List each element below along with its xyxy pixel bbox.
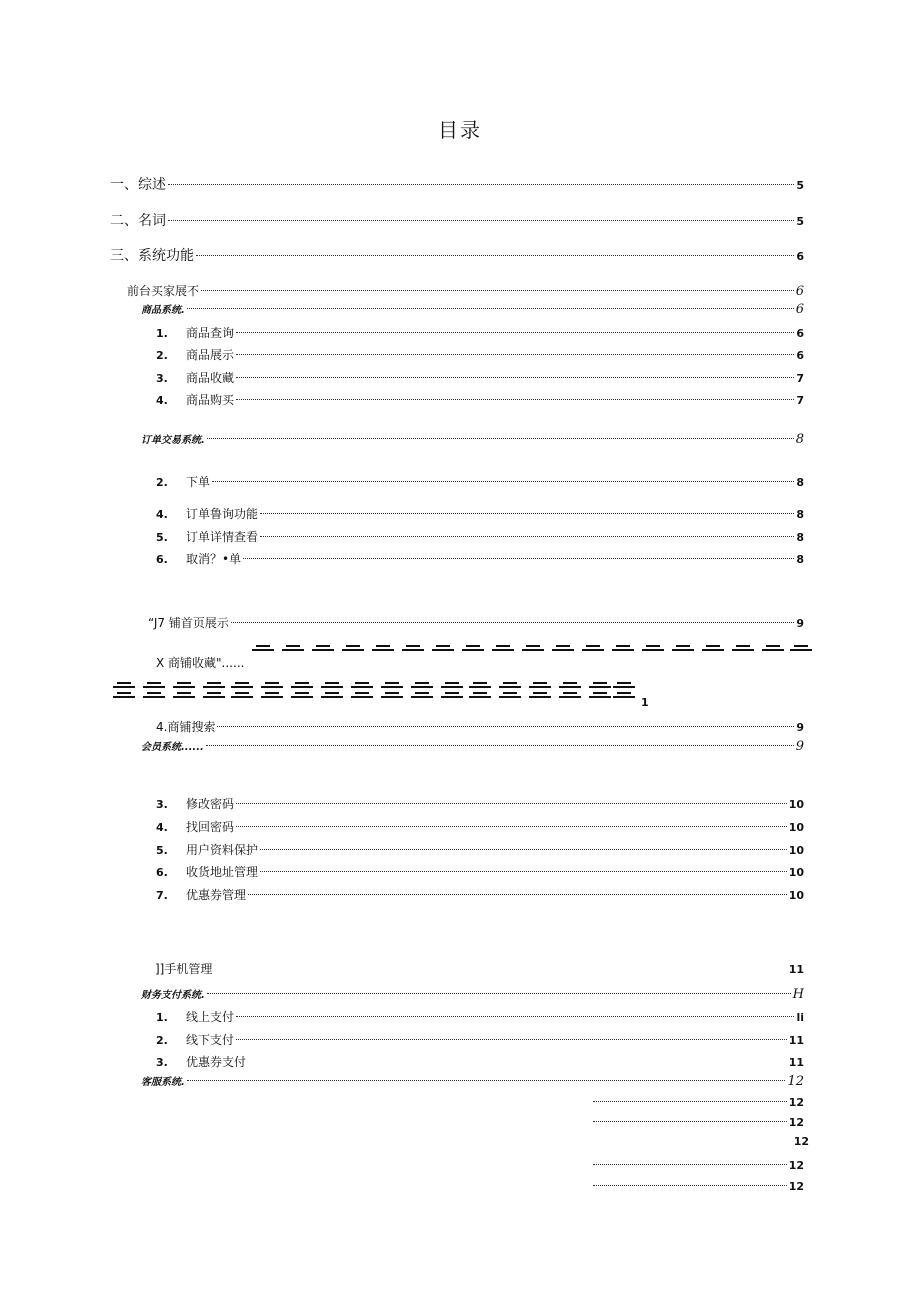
toc-entry-finance-system[interactable] [141, 985, 804, 1005]
dot-leader [206, 745, 794, 746]
dash-group [113, 692, 633, 706]
toc-num: 2. [156, 349, 168, 362]
dot-leader [593, 1121, 787, 1122]
toc-label: 一、综述 [110, 177, 166, 193]
toc-label: 订单交易系统. [141, 435, 205, 446]
toc-label: 会员系统...... [141, 742, 204, 753]
dot-leader [201, 290, 794, 291]
toc-num: 6. [156, 866, 168, 879]
toc-entry-trailing-2[interactable] [591, 1113, 804, 1133]
dash-mark [291, 696, 313, 698]
toc-entry-goods-1[interactable] [156, 323, 804, 343]
toc-label: 用户资料保护 [186, 843, 259, 857]
toc-label: 订单鲁询功能 [186, 507, 259, 521]
toc-label: 商品展示 [186, 348, 235, 362]
dash-mark [499, 686, 521, 688]
toc-label: 商品系统. [141, 305, 185, 316]
toc-entry-goods-3[interactable] [156, 368, 804, 388]
dot-leader [236, 377, 794, 378]
toc-page: 8 [796, 476, 804, 489]
dot-leader [260, 849, 787, 850]
toc-page: 12 [788, 1180, 804, 1193]
toc-label: 商品收藏 [186, 371, 235, 385]
dash-mark [381, 686, 403, 688]
dot-leader [187, 308, 794, 309]
toc-page: H [792, 987, 804, 1002]
toc-entry-member-4[interactable] [156, 817, 804, 837]
toc-label: 前台买家展不 [127, 284, 200, 298]
toc-entry-finance-2[interactable] [156, 1030, 804, 1050]
toc-page: 5 [796, 179, 804, 192]
dot-leader [212, 481, 794, 482]
dash-mark [372, 649, 394, 651]
toc-label: “J7 铺首页展示 [148, 616, 229, 630]
toc-num: 4. [156, 508, 168, 521]
toc-page: 1 [641, 696, 649, 709]
toc-num: 2. [156, 476, 168, 489]
toc-page: 8 [796, 531, 804, 544]
toc-entry-member-5[interactable] [156, 840, 804, 860]
toc-num: 4. [156, 394, 168, 407]
dash-mark [381, 696, 403, 698]
toc-entry-order-5[interactable] [156, 527, 804, 547]
toc-page: 9 [796, 617, 804, 630]
dash-mark [441, 696, 463, 698]
dash-mark [702, 649, 724, 651]
toc-page: 12 [788, 1159, 804, 1172]
dash-mark [321, 686, 343, 688]
dot-leader [236, 399, 794, 400]
toc-entry-phone[interactable] [155, 959, 804, 979]
toc-label: 商品查询 [186, 326, 235, 340]
toc-entry-shop-favorite[interactable] [156, 653, 256, 673]
toc-entry-order-4[interactable] [156, 504, 804, 524]
toc-label: 修改密码 [186, 797, 235, 811]
toc-page: 8 [796, 508, 804, 521]
dash-mark [291, 686, 313, 688]
toc-title: 目录 [438, 118, 482, 142]
toc-num: 3. [156, 372, 168, 385]
toc-page: 10 [788, 821, 804, 834]
toc-page: 10 [788, 844, 804, 857]
dash-mark [559, 686, 581, 688]
toc-num: 7. [156, 889, 168, 902]
toc-label: 线下支付 [186, 1033, 235, 1047]
dot-leader [248, 894, 787, 895]
toc-page: 11 [788, 963, 804, 976]
dash-mark [529, 686, 551, 688]
dash-mark [402, 649, 424, 651]
dot-leader [207, 438, 794, 439]
garbled-leader-row-1 [252, 645, 812, 659]
dot-leader [593, 1185, 787, 1186]
toc-page: 6 [795, 302, 804, 317]
toc-page: 11 [788, 1034, 804, 1047]
toc-entry-goods-2[interactable] [156, 345, 804, 365]
toc-label: X 商铺收藏"...... [156, 656, 245, 670]
toc-entry-goods-system[interactable] [141, 300, 804, 320]
toc-label: 收货地址管理 [186, 865, 259, 879]
toc-label: 取消？•单 [186, 552, 242, 566]
toc-page: 8 [796, 553, 804, 566]
toc-num: 6. [156, 553, 168, 566]
dash-mark [432, 649, 454, 651]
dot-leader [593, 1101, 787, 1102]
toc-label: 下单 [186, 475, 211, 489]
garbled-leader-row-3 [113, 692, 658, 712]
toc-num: 1. [156, 1011, 168, 1024]
dash-mark [351, 696, 373, 698]
toc-entry-trailing-4[interactable] [591, 1156, 804, 1176]
dash-mark [231, 686, 253, 688]
dash-mark [612, 649, 634, 651]
toc-label: 财务支付系统. [141, 990, 205, 1001]
dash-mark [492, 649, 514, 651]
dash-mark [469, 696, 491, 698]
toc-entry-order-2[interactable] [156, 472, 804, 492]
dash-mark [642, 649, 664, 651]
dot-leader [168, 184, 794, 185]
dot-leader [236, 803, 787, 804]
dash-mark [321, 696, 343, 698]
toc-page: 7 [796, 394, 804, 407]
dash-mark [342, 649, 364, 651]
toc-page: 8 [795, 432, 804, 447]
dash-mark [552, 649, 574, 651]
toc-page: 12 [787, 1074, 804, 1089]
dash-mark [113, 686, 135, 688]
toc-entry-trailing-5[interactable] [591, 1177, 804, 1197]
dot-leader [236, 1039, 787, 1040]
dash-mark [522, 649, 544, 651]
toc-entry-member-6[interactable] [156, 862, 804, 882]
dash-mark [469, 686, 491, 688]
toc-page: 12 [793, 1135, 809, 1148]
dot-leader [260, 536, 794, 537]
dash-mark [282, 649, 304, 651]
dash-mark [261, 686, 283, 688]
dash-mark [143, 686, 165, 688]
dot-leader [217, 726, 794, 727]
dash-mark [113, 696, 135, 698]
toc-label: 二、名词 [110, 213, 166, 229]
toc-label: 线上支付 [186, 1010, 235, 1024]
toc-label: ]]手机管理 [155, 962, 213, 976]
toc-page: li [796, 1011, 804, 1024]
dash-mark [732, 649, 754, 651]
dot-leader [236, 826, 787, 827]
toc-entry-finance-1[interactable] [156, 1007, 804, 1027]
dash-mark [762, 649, 784, 651]
toc-page: 12 [788, 1116, 804, 1129]
dash-mark [173, 686, 195, 688]
dash-mark [231, 696, 253, 698]
dot-leader [236, 1016, 794, 1017]
dot-leader [236, 332, 794, 333]
toc-entry-member-7[interactable] [156, 885, 804, 905]
toc-label: 4.商铺搜索 [156, 720, 216, 734]
toc-entry-member-system[interactable] [141, 737, 804, 757]
toc-entry-service-system[interactable] [141, 1072, 804, 1092]
toc-page: 11 [788, 1056, 804, 1069]
toc-page: 7 [796, 372, 804, 385]
dash-mark [252, 649, 274, 651]
toc-page: 9 [796, 721, 804, 734]
toc-entry-shop-home[interactable] [148, 613, 804, 633]
toc-label: 订单详情查看 [186, 530, 259, 544]
dash-mark [441, 686, 463, 688]
toc-page: 9 [795, 739, 804, 754]
dash-mark [589, 696, 611, 698]
toc-entry-frontend[interactable] [127, 281, 804, 301]
dash-mark [351, 686, 373, 688]
dash-mark [613, 686, 635, 688]
toc-page: 10 [788, 866, 804, 879]
dash-mark [790, 649, 812, 651]
toc-num: 3. [156, 1056, 168, 1069]
dot-leader [236, 354, 794, 355]
toc-page: 10 [788, 798, 804, 811]
dot-leader [207, 993, 791, 994]
dot-leader [168, 220, 794, 221]
toc-entry-finance-3[interactable] [156, 1052, 804, 1072]
toc-page: 5 [796, 215, 804, 228]
toc-entry-terms[interactable] [110, 211, 804, 231]
toc-entry-trailing-3[interactable] [780, 1132, 809, 1152]
toc-label: 三、系统功能 [110, 248, 194, 264]
dot-leader [260, 871, 787, 872]
dash-mark [203, 686, 225, 688]
toc-label: 客服系统. [141, 1077, 185, 1088]
dash-mark [613, 696, 635, 698]
toc-num: 2. [156, 1034, 168, 1047]
toc-entry-order-6[interactable] [156, 549, 804, 569]
dash-mark [143, 696, 165, 698]
toc-num: 3. [156, 798, 168, 811]
toc-num: 1. [156, 327, 168, 340]
dot-leader [231, 622, 795, 623]
toc-page: 12 [788, 1096, 804, 1109]
dot-leader [196, 255, 794, 256]
toc-label: 商品购买 [186, 393, 235, 407]
toc-entry-overview[interactable] [110, 175, 804, 195]
toc-entry-member-3[interactable] [156, 794, 804, 814]
dash-mark [529, 696, 551, 698]
dot-leader [260, 513, 794, 514]
toc-label: 找回密码 [186, 820, 235, 834]
toc-entry-system-functions[interactable] [110, 246, 804, 266]
toc-num: 5. [156, 531, 168, 544]
dash-mark [312, 649, 334, 651]
toc-entry-shop-search[interactable] [156, 717, 804, 737]
dash-mark [559, 696, 581, 698]
toc-page: 6 [796, 327, 804, 340]
dot-leader [593, 1164, 787, 1165]
dash-mark [672, 649, 694, 651]
toc-label: 优惠券支付 [186, 1055, 247, 1069]
toc-page: 10 [788, 889, 804, 902]
dash-mark [173, 696, 195, 698]
dash-mark [499, 696, 521, 698]
dash-mark [462, 649, 484, 651]
toc-page: 6 [796, 349, 804, 362]
dash-mark [261, 696, 283, 698]
dash-mark [582, 649, 604, 651]
toc-entry-trailing-1[interactable] [591, 1093, 804, 1113]
dot-leader [243, 558, 794, 559]
toc-page: 6 [795, 284, 804, 299]
dot-leader [187, 1080, 786, 1081]
toc-num: 5. [156, 844, 168, 857]
dash-mark [203, 696, 225, 698]
toc-entry-goods-4[interactable] [156, 390, 804, 410]
dash-mark [589, 686, 611, 688]
toc-num: 4. [156, 821, 168, 834]
dash-mark [411, 696, 433, 698]
toc-page: 6 [796, 250, 804, 263]
toc-entry-order-system[interactable] [141, 430, 804, 450]
toc-label: 优惠券管理 [186, 888, 247, 902]
dash-mark [411, 686, 433, 688]
